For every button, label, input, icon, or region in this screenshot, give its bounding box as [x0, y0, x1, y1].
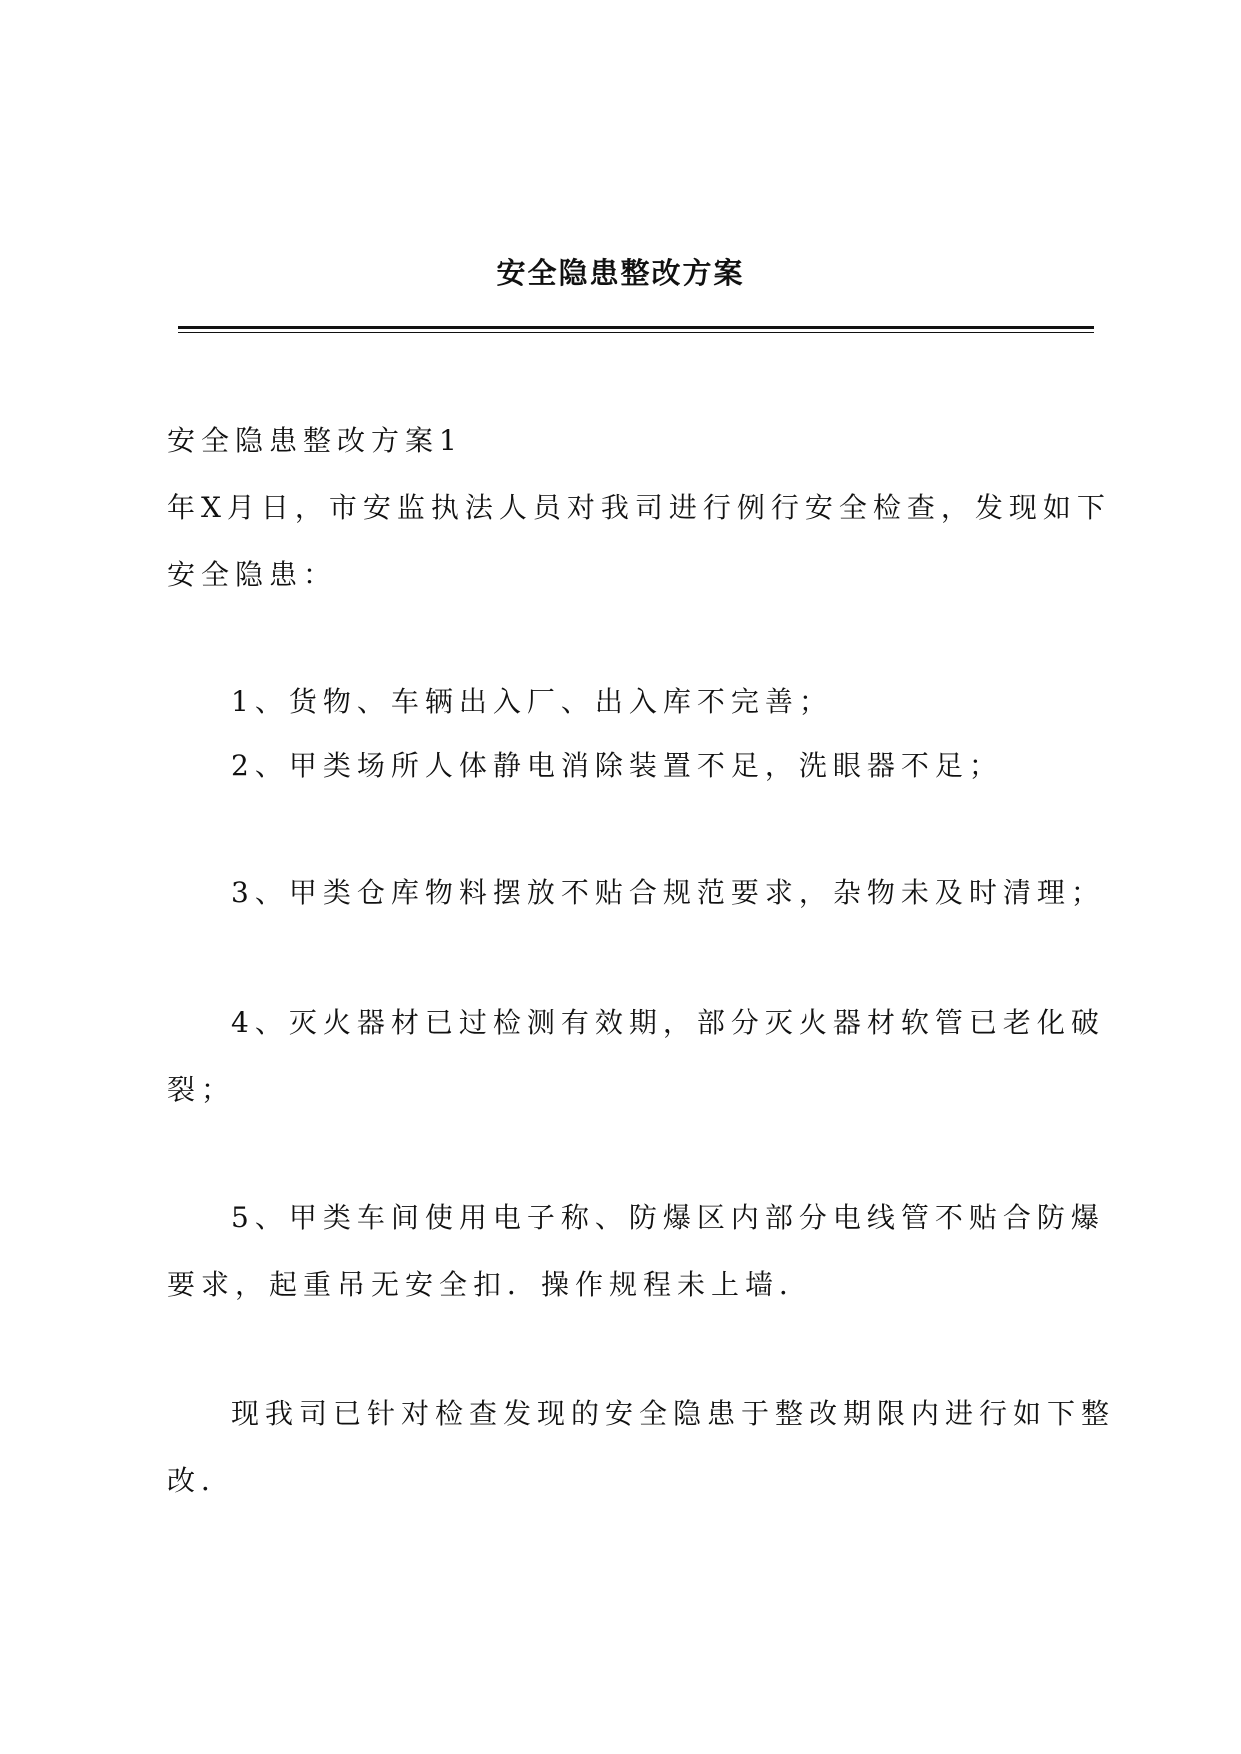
list-item-1: 1、货物、车辆出入厂、出入库不完善； — [231, 685, 833, 718]
list-item-4-line-2: 裂； — [167, 1073, 236, 1106]
page-title: 安全隐患整改方案 — [496, 256, 745, 290]
list-item — [167, 1184, 1105, 1318]
list-item-2: 2、甲类场所人体静电消除装置不足，洗眼器不足； — [231, 749, 1003, 782]
list-item — [167, 732, 1097, 799]
list-item — [167, 989, 1105, 1123]
title-divider-thick — [178, 326, 1094, 329]
list-item-4-line-1: 4、灭火器材已过检测有效期，部分灭火器材软管已老化破 — [231, 1006, 1105, 1039]
intro-line-1: 年X月日，市安监执法人员对我司进行例行安全检查，发现如下 — [167, 491, 1111, 524]
list-item-5-line-1: 5、甲类车间使用电子称、防爆区内部分电线管不贴合防爆 — [231, 1201, 1105, 1234]
intro-line-2: 安全隐患： — [167, 558, 338, 591]
section-heading: 安全隐患整改方案1 — [167, 424, 463, 457]
closing-line-2: 改． — [167, 1464, 236, 1497]
closing-line-1: 现我司已针对检查发现的安全隐患于整改期限内进行如下整 — [231, 1397, 1116, 1430]
closing-paragraph — [167, 1380, 1116, 1514]
intro-paragraph — [167, 474, 1111, 608]
list-item-3: 3、甲类仓库物料摆放不贴合规范要求，杂物未及时清理； — [231, 876, 1105, 909]
list-item — [167, 859, 1105, 926]
title-divider-thin — [178, 332, 1094, 333]
list-item — [167, 668, 1097, 735]
list-item-5-line-2: 要求，起重吊无安全扣．操作规程未上墙． — [167, 1268, 814, 1301]
